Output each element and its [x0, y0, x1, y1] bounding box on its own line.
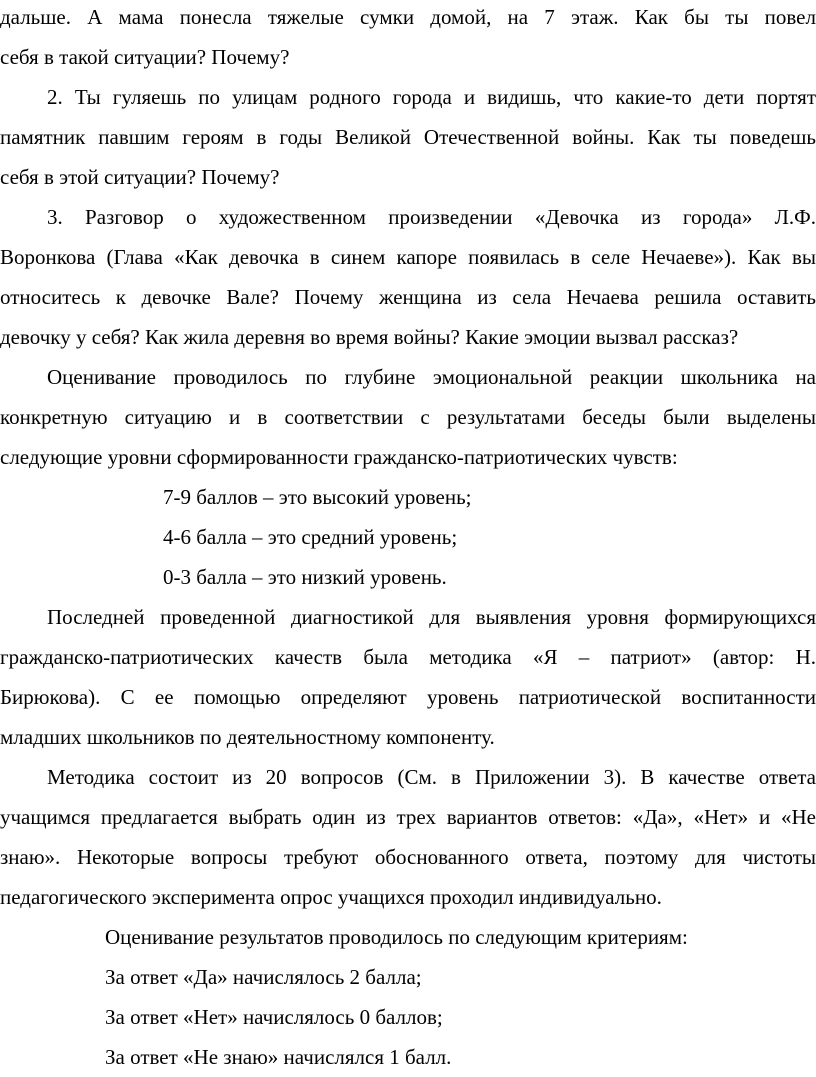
paragraph: [0, 357, 816, 477]
text-line: 0-3 балла – это низкий уровень.: [163, 565, 447, 589]
text-line: себя в такой ситуации? Почему?: [0, 45, 290, 69]
paragraph: [0, 917, 816, 957]
paragraph: [0, 77, 816, 197]
paragraph: [0, 597, 816, 757]
paragraph: [0, 757, 816, 917]
paragraph: [0, 997, 816, 1037]
paragraph: [0, 197, 816, 357]
text-line: 4-6 балла – это средний уровень;: [163, 525, 458, 549]
text-line: относитесь к девочке Вале? Почему женщина из села Нечаева решила оставить: [0, 285, 816, 309]
text-line: себя в этой ситуации? Почему?: [0, 165, 280, 189]
text-line: За ответ «Не знаю» начислялся 1 балл.: [105, 1045, 452, 1069]
text-line: дальше. А мама понесла тяжелые сумки домой, на 7 этаж. Как бы ты повел: [0, 5, 816, 29]
paragraph: [0, 557, 816, 597]
text-line: гражданско-патриотических качеств была методика «Я – патриот» (автор: Н.: [0, 645, 816, 669]
text-line: Бирюкова). С ее помощью определяют уровень патриотической воспитанности: [0, 685, 816, 709]
text-line: знаю». Некоторые вопросы требуют обоснованного ответа, поэтому для чистоты: [0, 845, 816, 869]
text-line: памятник павшим героям в годы Великой Отечественной войны. Как ты поведешь: [0, 125, 816, 149]
text-line: Воронкова (Глава «Как девочка в синем капоре появилась в селе Нечаеве»). Как вы: [0, 245, 816, 269]
text-line: девочку у себя? Как жила деревня во время войны? Какие эмоции вызвал рассказ?: [0, 325, 739, 349]
text-line: следующие уровни сформированности гражданско-патриотических чувств:: [0, 445, 678, 469]
paragraph: [0, 957, 816, 997]
paragraph: [0, 0, 816, 77]
paragraph: [0, 477, 816, 517]
text-line: педагогического эксперимента опрос учащихся проходил индивидуально.: [0, 885, 662, 909]
text-line: учащимся предлагается выбрать один из трех вариантов ответов: «Да», «Нет» и «Не: [0, 805, 816, 829]
text-line: Методика состоит из 20 вопросов (См. в Приложении 3). В качестве ответа: [47, 765, 816, 789]
text-line: 3. Разговор о художественном произведении «Девочка из города» Л.Ф.: [47, 205, 816, 229]
text-line: младших школьников по деятельностному компоненту.: [0, 725, 495, 749]
paragraph: [0, 1037, 816, 1077]
text-line: Последней проведенной диагностикой для выявления уровня формирующихся: [47, 605, 816, 629]
text-line: Оценивание проводилось по глубине эмоциональной реакции школьника на: [47, 365, 816, 389]
text-line: 7-9 баллов – это высокий уровень;: [163, 485, 472, 509]
text-line: За ответ «Нет» начислялось 0 баллов;: [105, 1005, 443, 1029]
text-line: 2. Ты гуляешь по улицам родного города и видишь, что какие-то дети портят: [47, 85, 816, 109]
text-line: За ответ «Да» начислялось 2 балла;: [105, 965, 422, 989]
text-line: Оценивание результатов проводилось по следующим критериям:: [105, 925, 688, 949]
text-line: конкретную ситуацию и в соответствии с результатами беседы были выделены: [0, 405, 816, 429]
paragraph: [0, 517, 816, 557]
